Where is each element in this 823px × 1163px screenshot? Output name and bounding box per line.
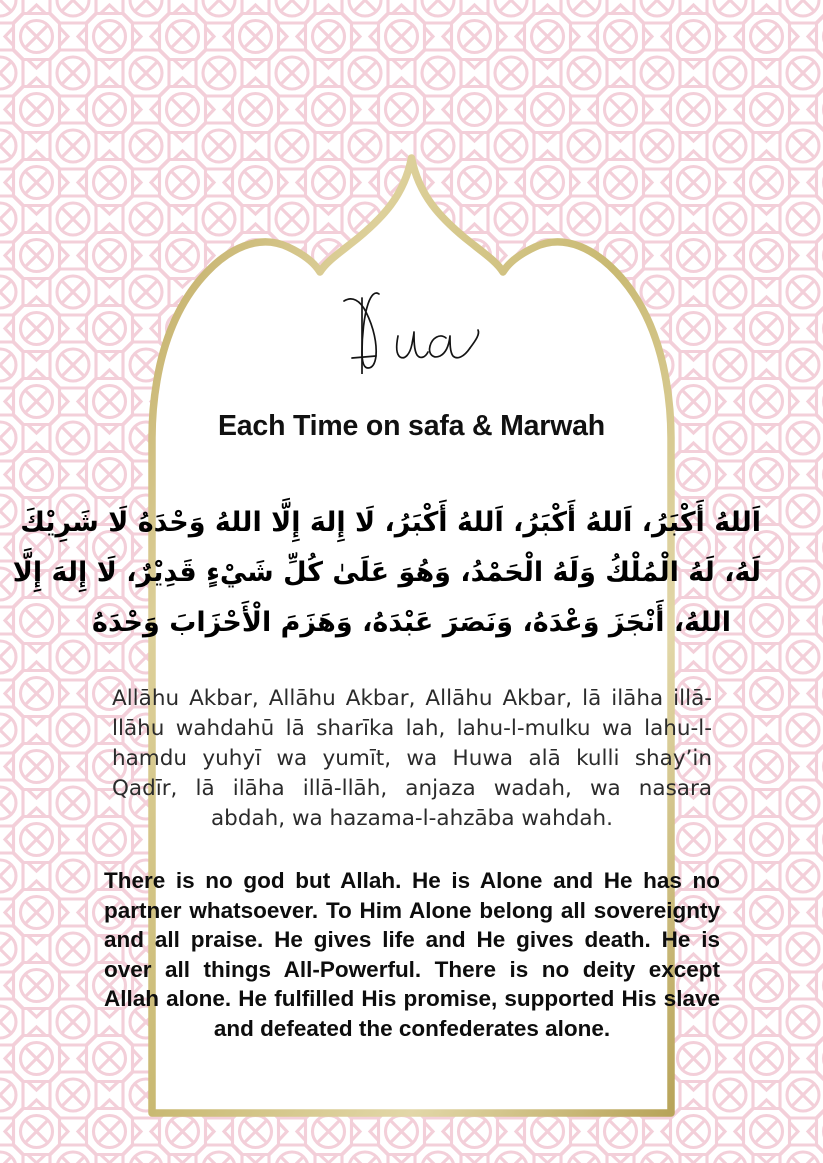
translation-text: There is no god but Allah. He is Alone and He has no partner whatsoever. To Him Alone belong all sovereignty and all praise. He gives life and He gives death. He is over all things All-Powerful. There is no deity except Allah alone. He fulfilled His promise, supported His slave and defeated the confederates alone. [104,868,720,1041]
arabic-line-3: اللهُ، أَنْجَزَ وَعْدَهُ، وَنَصَرَ عَبْدَهُ، وَهَزَمَ الْأَحْزَابَ وَحْدَهُ [92,607,731,638]
script-title [0,288,823,374]
arabic-dua-text [12,498,761,648]
dua-script-lettering [0,288,823,374]
page-title: Each Time on safa & Marwah [217,410,606,442]
arabic-line-2: لَهُ، لَهُ الْمُلْكُ وَلَهُ الْحَمْدُ، وَهُوَ عَلَىٰ كُلِّ شَيْءٍ قَدِيْرٌ، لَا إِلهَ إِلَّا [12,557,761,588]
arabic-line-1: اَللهُ أَكْبَرُ، اَللهُ أَكْبَرُ، اَللهُ أَكْبَرُ، لَا إِلهَ إِلَّا اللهُ وَحْدَهُ لَا شَرِيْكَ [20,507,761,538]
transliteration-text: Allāhu Akbar, Allāhu Akbar, Allāhu Akbar, lā ilāha illā-llāhu wahdahū lā sharīka lah, lahu-l-mulku wa lahu-l-hamdu yuhyī wa yumīt, wa Huwa alā kulli shay’in Qadīr, lā ilāha illā-llāh, anjaza wadah, wa nasara abdah, wa hazama-l-ahzāba wahdah. [112,686,712,831]
